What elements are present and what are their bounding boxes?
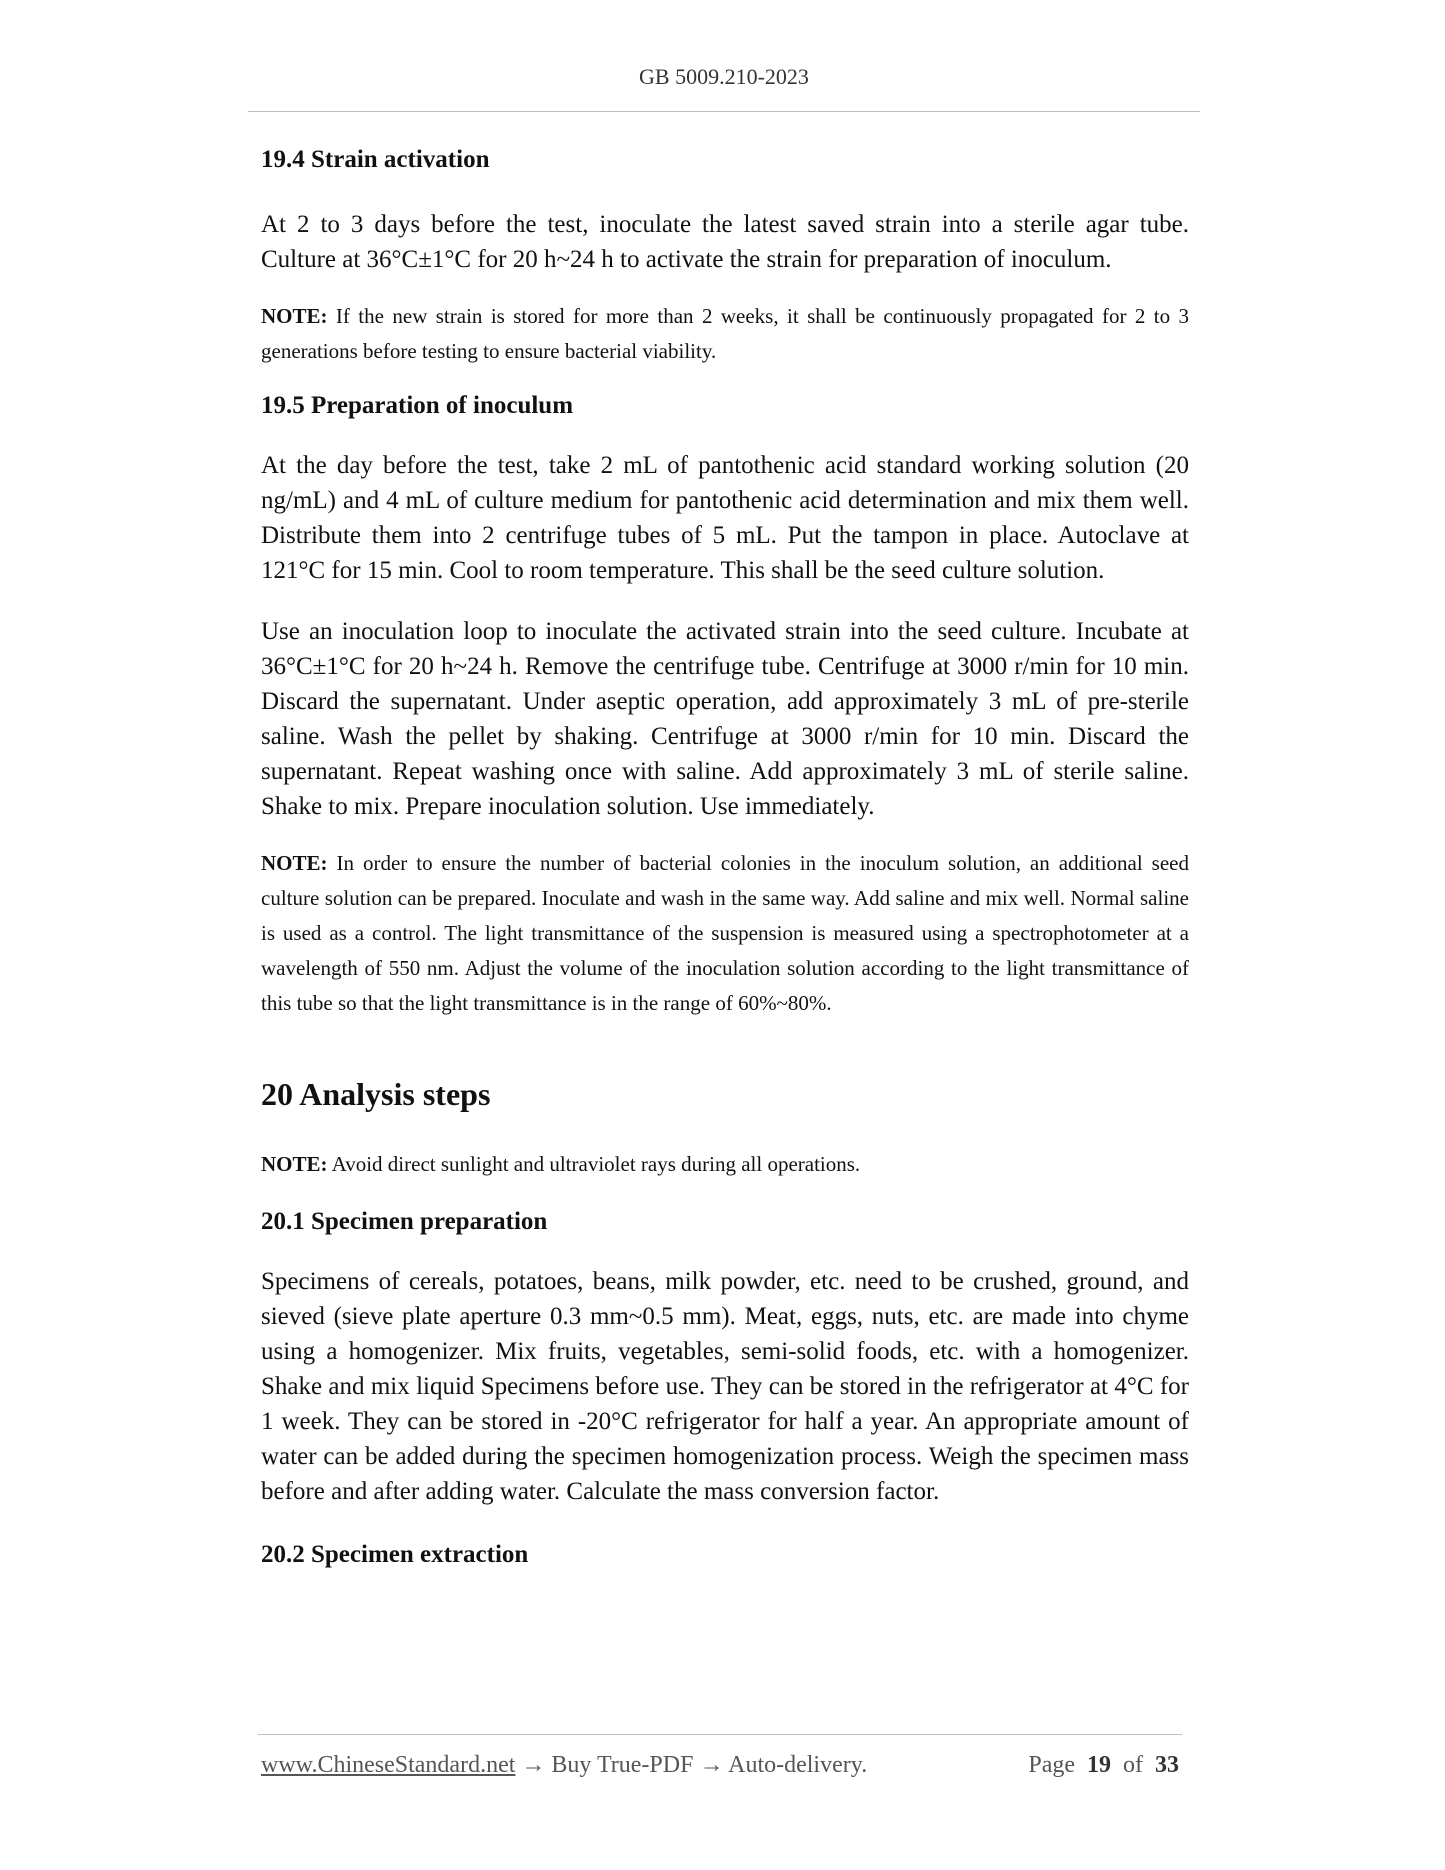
of-word: of [1123, 1752, 1143, 1778]
page-word: Page [1028, 1752, 1075, 1778]
page-content [261, 140, 1189, 1575]
note-label: NOTE: [261, 304, 328, 328]
note-label: NOTE: [261, 851, 328, 875]
current-page-number: 19 [1087, 1752, 1111, 1778]
paragraph-19-4-1: At 2 to 3 days before the test, inoculate the latest saved strain into a sterile agar tube. Culture at 36°C±1°C for 20 h~24 h to activate the strain for preparation of inoculum. [261, 211, 1189, 273]
running-header: GB 5009.210-2023 [639, 64, 809, 89]
paragraph-20-1-1: Specimens of cereals, potatoes, beans, milk powder, etc. need to be crushed, ground, and sieved (sieve plate aperture 0.3 mm~0.5 mm). Meat, eggs, nuts, etc. are made into chyme using a homogenizer. Mix fruits, vegetables, semi-solid foods, etc. with a homogenizer. Shake and mix liquid Specimens before use. They can be stored in the refrigerator at 4°C for 1 week. They can be stored in -20°C refrigerator for half a year. An appropriate amount of water can be added during the specimen homogenization process. Weigh the specimen mass before and after adding water. Calculate the mass conversion factor. [261, 1268, 1189, 1505]
note-20 [261, 1147, 1189, 1182]
paragraph-19-5-2: Use an inoculation loop to inoculate the activated strain into the seed culture. Incubate at 36°C±1°C for 20 h~24 h. Remove the centrifuge tube. Centrifuge at 3000 r/min for 10 min. Discard the supernatant. Under aseptic operation, add approximately 3 mL of pre-sterile saline. Wash the pellet by shaking. Centrifuge at 3000 r/min for 10 min. Discard the supernatant. Repeat washing once with saline. Add approximately 3 mL of sterile saline. Shake to mix. Prepare inoculation solution. Use immediately. [261, 618, 1189, 820]
page-indicator [1028, 1752, 1179, 1779]
note-text: If the new strain is stored for more than 2 weeks, it shall be continuously propagated for 2 to 3 generations before testing to ensure bacterial viability. [261, 304, 1189, 363]
section-heading-19-4: 19.4 Strain activation [261, 146, 490, 173]
total-page-number: 33 [1155, 1752, 1179, 1778]
footer-promo [261, 1752, 867, 1779]
chapter-heading-20: 20 Analysis steps [261, 1076, 491, 1112]
note-19-5 [261, 846, 1189, 1021]
section-heading-20-1: 20.1 Specimen preparation [261, 1208, 548, 1235]
header-divider [248, 111, 1200, 112]
website-link[interactable]: www.ChineseStandard.net [261, 1752, 516, 1778]
note-text: Avoid direct sunlight and ultraviolet rays during all operations. [327, 1152, 861, 1176]
paragraph-19-5-1: At the day before the test, take 2 mL of pantothenic acid standard working solution (20 ng/mL) and 4 mL of culture medium for pantothenic acid determination and mix them well. Distribute them into 2 centrifuge tubes of 5 mL. Put the tampon in place. Autoclave at 121°C for 15 min. Cool to room temperature. This shall be the seed culture solution. [261, 452, 1189, 584]
footer-tagline: → Buy True-PDF → Auto-delivery. [515, 1752, 868, 1778]
note-19-4 [261, 299, 1189, 369]
section-heading-19-5: 19.5 Preparation of inoculum [261, 392, 574, 419]
note-text: In order to ensure the number of bacterial colonies in the inoculum solution, an additional seed culture solution can be prepared. Inoculate and wash in the same way. Add saline and mix well. Normal saline is used as a control. The light transmittance of the suspension is measured using a spectrophotometer at a wavelength of 550 nm. Adjust the volume of the inoculation solution according to the light transmittance of this tube so that the light transmittance is in the range of 60%~80%. [261, 851, 1189, 1015]
section-heading-20-2: 20.2 Specimen extraction [261, 1541, 529, 1568]
note-label: NOTE: [261, 1152, 328, 1176]
footer-divider [258, 1734, 1182, 1735]
